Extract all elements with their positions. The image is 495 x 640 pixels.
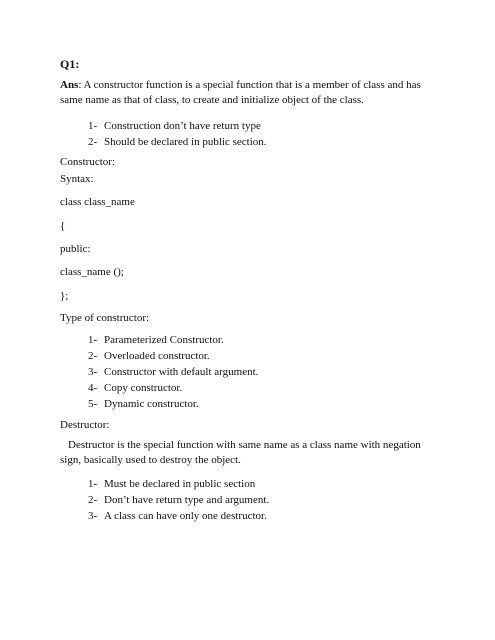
list-item: 3- A class can have only one destructor. [88,510,267,522]
destructor-heading: Destructor: [60,419,110,431]
code-line: }; [60,290,69,302]
constructor-types-list [60,332,258,412]
code-line: { [60,220,66,232]
syntax-heading: Syntax: [60,173,94,185]
list-item: 1- Must be declared in public section [88,478,256,490]
list-item: 3- Constructor with default argument. [88,366,259,378]
answer-text: : A constructor function is a special function that is a member of class and has same name as that of class, to create and initialize object of the class. [60,79,421,107]
types-heading: Type of constructor: [60,312,150,324]
constructor-heading: Constructor: [60,156,115,168]
code-line: public: [60,243,91,255]
answer-paragraph [60,78,433,109]
list-item: 2- Should be declared in public section. [88,136,267,148]
question-title: Q1: [60,57,80,71]
answer-label: Ans [60,79,79,91]
list-item: 2- Don’t have return type and argument. [88,494,270,506]
code-line: class_name (); [60,266,124,278]
list-item: 4- Copy constructor. [88,382,183,394]
list-item: 1- Parameterized Constructor. [88,334,224,346]
destructor-paragraph: Destructor is the special function with same name as a class name with negation sign, basically used to destroy the object. [60,439,421,467]
list-item: 5- Dynamic constructor. [88,398,199,410]
destructor-rules-list [60,476,269,524]
list-item: 2- Overloaded constructor. [88,350,210,362]
code-line: class class_name [60,196,135,208]
list-item: 1- Construction don’t have return type [88,120,261,132]
constructor-rules-list [60,118,267,150]
